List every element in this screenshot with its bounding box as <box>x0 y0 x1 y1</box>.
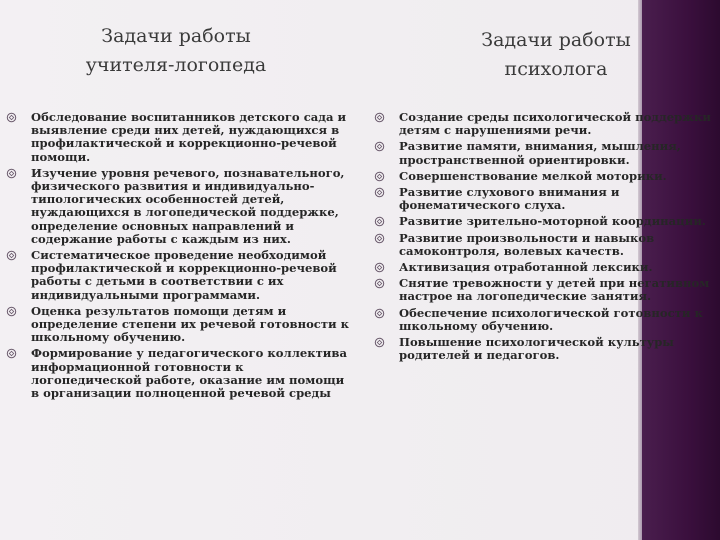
bullet-icon <box>6 250 17 261</box>
task-text: Снятие тревожности у детей при негативном настрое на логопедические занятия. <box>399 276 710 304</box>
task-text: Развитие зрительно-моторной координации. <box>399 214 706 229</box>
bullet-icon <box>374 337 385 348</box>
task-item <box>370 111 720 137</box>
speech-therapist-heading-line2: учителя-логопеда <box>85 54 267 76</box>
psychologist-heading <box>440 26 672 84</box>
bullet-icon <box>374 141 385 152</box>
task-item <box>370 307 720 333</box>
task-text: Повышение психологической культуры родителей и педагогов. <box>399 335 674 363</box>
bullet-icon <box>374 216 385 227</box>
task-item <box>2 347 350 400</box>
bullet-icon <box>374 308 385 319</box>
psychologist-task-list <box>370 111 720 365</box>
bullet-icon <box>374 278 385 289</box>
task-item <box>2 167 350 246</box>
task-text: Развитие произвольности и навыков самоконтроля, волевых качеств. <box>399 230 655 258</box>
task-text: Обследование воспитанников детского сада и выявление среди них детей, нуждающихся в профилактической и коррекционно-речевой помощи. <box>31 110 347 164</box>
task-text: Активизация отработанной лексики. <box>399 260 653 275</box>
task-item <box>370 140 720 166</box>
task-text: Развитие слухового внимания и фонематического слуха. <box>399 185 620 213</box>
bullet-icon <box>6 112 17 123</box>
task-text: Создание среды психологической поддержки детям с нарушениями речи. <box>399 110 711 138</box>
task-item <box>370 336 720 362</box>
task-text: Развитие памяти, внимания, мышления, пространственной ориентировки. <box>399 139 681 167</box>
task-item <box>2 111 350 164</box>
task-item <box>370 232 720 258</box>
bullet-icon <box>374 112 385 123</box>
speech-therapist-heading-line1: Задачи работы <box>101 25 251 47</box>
task-text: Оценка результатов помощи детям и определение степени их речевой готовности к школьному обучению. <box>31 303 350 345</box>
speech-therapist-heading <box>40 22 312 80</box>
bullet-icon <box>6 348 17 359</box>
task-text: Обеспечение психологической готовности к школьному обучению. <box>399 305 703 333</box>
task-text: Изучение уровня речевого, познавательного, физического развития и индивидуально-типологических особенностей детей, нуждающихся в логопедической поддержке, определение основных направлений и содержание работы с каждым из них. <box>31 165 345 246</box>
task-item <box>2 249 350 302</box>
bullet-icon <box>6 306 17 317</box>
task-item <box>370 261 720 274</box>
bullet-icon <box>6 168 17 179</box>
speech-therapist-task-list <box>2 111 350 403</box>
task-text: Совершенствование мелкой моторики. <box>399 168 667 183</box>
task-item <box>370 215 720 228</box>
task-item <box>370 186 720 212</box>
bullet-icon <box>374 262 385 273</box>
psychologist-heading-line1: Задачи работы <box>481 29 631 51</box>
bullet-icon <box>374 171 385 182</box>
task-item <box>370 277 720 303</box>
task-text: Систематическое проведение необходимой профилактической и коррекционно-речевой работы с детьми в соответствии с их индивидуальными программами. <box>31 248 337 302</box>
task-item <box>2 305 350 345</box>
task-item <box>370 170 720 183</box>
bullet-icon <box>374 233 385 244</box>
bullet-icon <box>374 187 385 198</box>
psychologist-heading-line2: психолога <box>504 58 608 80</box>
task-text: Формирование у педагогического коллектива информационной готовности к логопедической работе, оказание им помощи в организации полноценной речевой среды <box>31 346 347 401</box>
